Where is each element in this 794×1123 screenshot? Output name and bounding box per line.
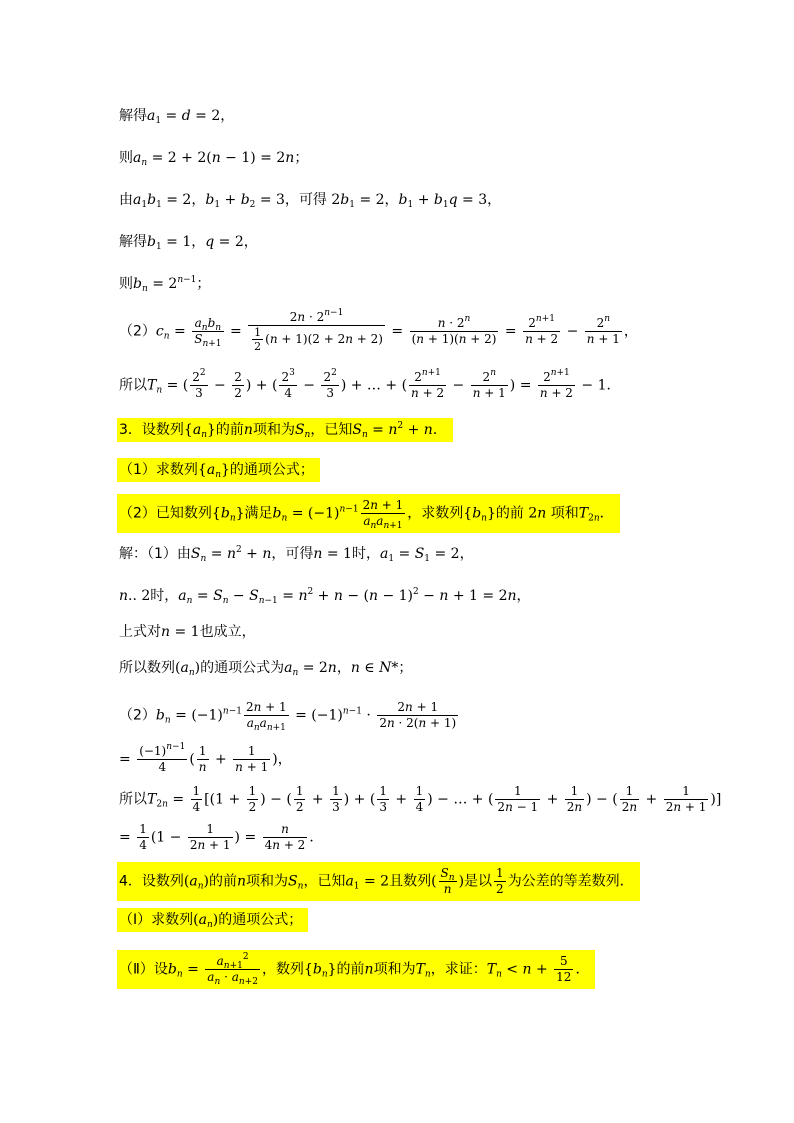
question-4-title: 4．设数列$(a_n)$的前n项和为$S_n$，已知$a_1 = 2$且数列( $\frac{S_n}{n}$ )是以 $\frac{1}{2}$ 为公差的等差数列． bbox=[117, 862, 640, 901]
solution-line-2: 则$a_n = 2 + 2(n - 1) = 2n$； bbox=[119, 150, 309, 168]
solution-3-line-7: 所以$T_{2n}$ = $\frac{1}{4}$ [(1 + $\frac{1}{2}$ ) − ( $\frac{1}{2}$ + $\frac{1}{3}$ ) + ( $\frac{1}{3}$ + $\frac{1}{4}$ ) − … + ( $\frac{1}{2n - 1}$ + $\frac{1}{2n}$ ) − ( $\frac{1}{2n}$ + $\frac{1}{2n + 1}$ )] bbox=[119, 784, 722, 814]
question-4-part-1: （Ⅰ）求数列$(a_n)$的通项公式； bbox=[117, 908, 308, 932]
question-3-title: 3．设数列$\{a_n\}$的前n项和为$S_n$，已知$S_n = n^2 + n$． bbox=[117, 418, 453, 442]
solution-line-4: 解得$b_1 = 1$，q = 2， bbox=[119, 234, 258, 252]
solution-line-3: 由$a_1b_1 = 2$，$b_1 + b_2 = 3$，可得 $2b_1 = 2$，$b_1 + b_1q = 3$， bbox=[119, 192, 502, 210]
solution-3-line-3: 上式对n = 1也成立， bbox=[119, 624, 256, 640]
question-4-part-2: （Ⅱ）设$b_n$ = $\frac{a_{n+1}^2}{a_n \cdot a_{n+2}}$ ，数列$\{b_n\}$的前n项和为$T_n$，求证：$T_n < n$ + $\frac{5}{12}$ ． bbox=[117, 950, 595, 989]
solution-3-line-6: = $\frac{(-1)^{n-1}}{4}$ ( $\frac{1}{n}$ + $\frac{1}{n + 1}$ )， bbox=[119, 742, 292, 774]
solution-3-line-5: $(2)b_n = (-1)^{n-1}$ $\frac{2n + 1}{a_na_{n+1}}$ = $(-1)^{n-1}$ · $\frac{2n + 1}{2n \cdot 2(n + 1)}$ bbox=[119, 700, 457, 733]
solution-line-7: 所以$T_n$ = ( $\frac{2^2}{3}$ − $\frac{2}{2}$ ) + ( $\frac{2^3}{4}$ − $\frac{2^2}{3}$ ) + … + ( $\frac{2^{n+1}}{n + 2}$ − $\frac{2^n}{n + 1}$ ) = $\frac{2^{n+1}}{n + 2}$ − 1． bbox=[119, 368, 621, 400]
solution-3-line-8: = $\frac{1}{4}$ (1 − $\frac{1}{2n + 1}$ ) = $\frac{n}{4n + 2}$ ． bbox=[119, 822, 324, 852]
solution-line-6: $(2)c_n$ = $\frac{a_nb_n}{S_{n+1}}$ = $2n \cdot 2^{n-1}$ $\frac{1}{2}$ (n + 1)(2 + 2n + 2) = $\frac{n \cdot 2^n}{(n + 1)(n + 2)}$ = $\frac{2^{n+1}}{n + 2}$ − $\frac{2^n}{n + 1}$ ， bbox=[119, 308, 638, 353]
question-3-part-1: （1）求数列$\{a_n\}$的通项公式； bbox=[117, 458, 320, 482]
solution-3-line-4: 所以数列$(a_n)$的通项公式为$a_n = 2n$，n ∈ N*； bbox=[119, 660, 413, 678]
solution-3-line-1: 解：（1）由$S_n = n^2 + n$，可得n = 1时，$a_1 = S_1 = 2$， bbox=[119, 545, 474, 564]
solution-3-line-2: n.. 2时，$a_n = S_n - S_{n-1} = n^2 + n - (n - 1)^2 - n + 1 = 2n$， bbox=[119, 587, 531, 606]
question-3-part-2: （2）已知数列$\{b_n\}$满足$b_n = (-1)^{n-1}$ $\frac{2n + 1}{a_na_{n+1}}$ ，求数列$\{b_n\}$的前 2n 项和$T_{2n}$． bbox=[117, 494, 620, 533]
solution-line-5: 则$b_n = 2^{n-1}$； bbox=[119, 275, 211, 294]
solution-line-1: 解得$a_1 = d = 2$， bbox=[119, 108, 235, 126]
